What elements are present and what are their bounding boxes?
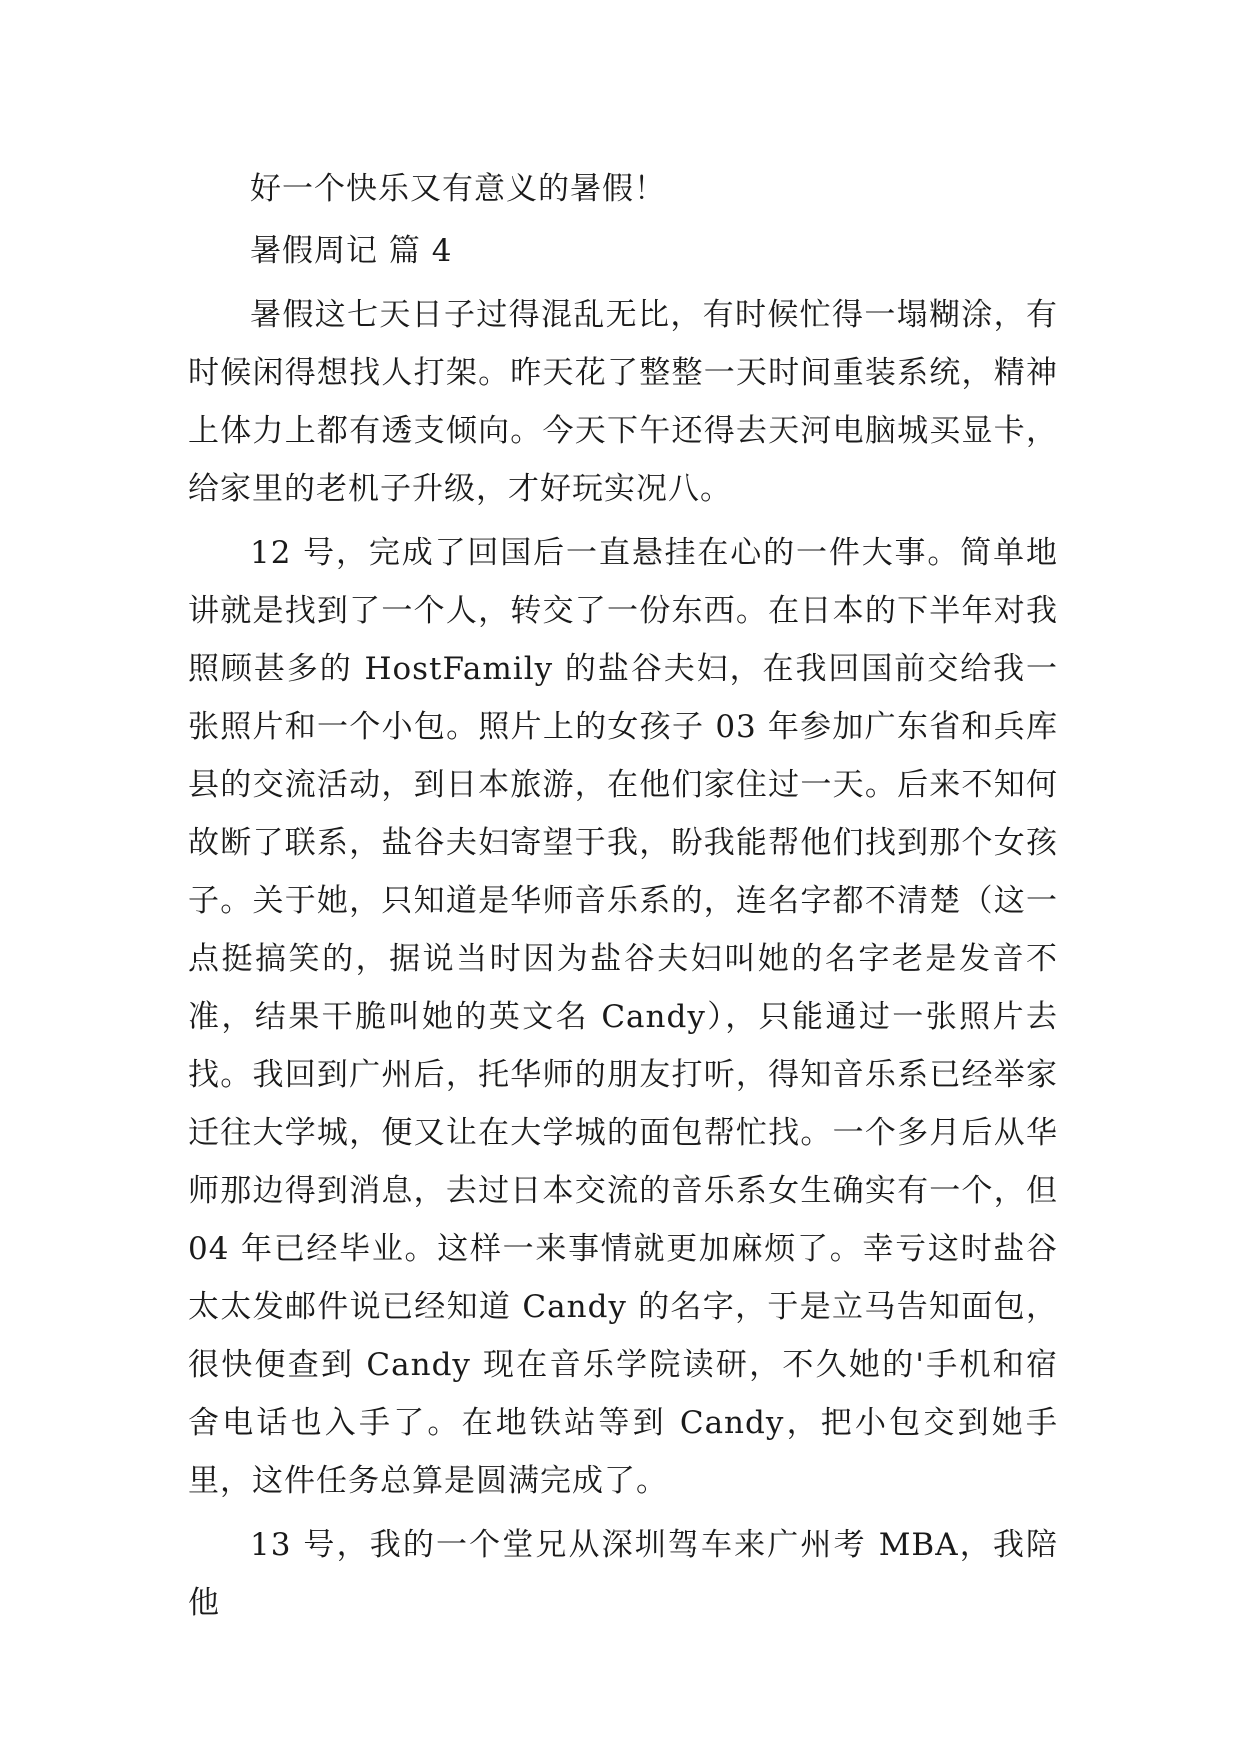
paragraph-closing-line: 好一个快乐又有意义的暑假！: [250, 171, 666, 207]
paragraph-day-13: 13 号，我的一个堂兄从深圳驾车来广州考 MBA，我陪他: [188, 1527, 1058, 1621]
section-heading: 暑假周记 篇 4: [250, 233, 453, 269]
paragraph-intro: 暑假这七天日子过得混乱无比，有时候忙得一塌糊涂，有时候闲得想找人打架。昨天花了整整一天时间重装系统，精神上体力上都有透支倾向。今天下午还得去天河电脑城买显卡，给家里的老机子升级，才好玩实况八。: [188, 297, 1058, 507]
paragraph-day-12: 12 号，完成了回国后一直悬挂在心的一件大事。简单地讲就是找到了一个人，转交了一份东西。在日本的下半年对我照顾甚多的 HostFamily 的盐谷夫妇，在我回国前交给我一张照片和一个小包。照片上的女孩子 03 年参加广东省和兵库县的交流活动，到日本旅游，在他们家住过一天。后来不知何故断了联系，盐谷夫妇寄望于我，盼我能帮他们找到那个女孩子。关于她，只知道是华师音乐系的，连名字都不清楚（这一点挺搞笑的，据说当时因为盐谷夫妇叫她的名字老是发音不准，结果干脆叫她的英文名 Candy），只能通过一张照片去找。我回到广州后，托华师的朋友打听，得知音乐系已经举家迁往大学城，便又让在大学城的面包帮忙找。一个多月后从华师那边得到消息，去过日本交流的音乐系女生确实有一个，但 04 年已经毕业。这样一来事情就更加麻烦了。幸亏这时盐谷太太发邮件说已经知道 Candy 的名字，于是立马告知面包，很快便查到 Candy 现在音乐学院读研，不久她的'手机和宿舍电话也入手了。在地铁站等到 Candy，把小包交到她手里，这件任务总算是圆满完成了。: [188, 535, 1058, 1499]
document-body: [188, 160, 1058, 1632]
